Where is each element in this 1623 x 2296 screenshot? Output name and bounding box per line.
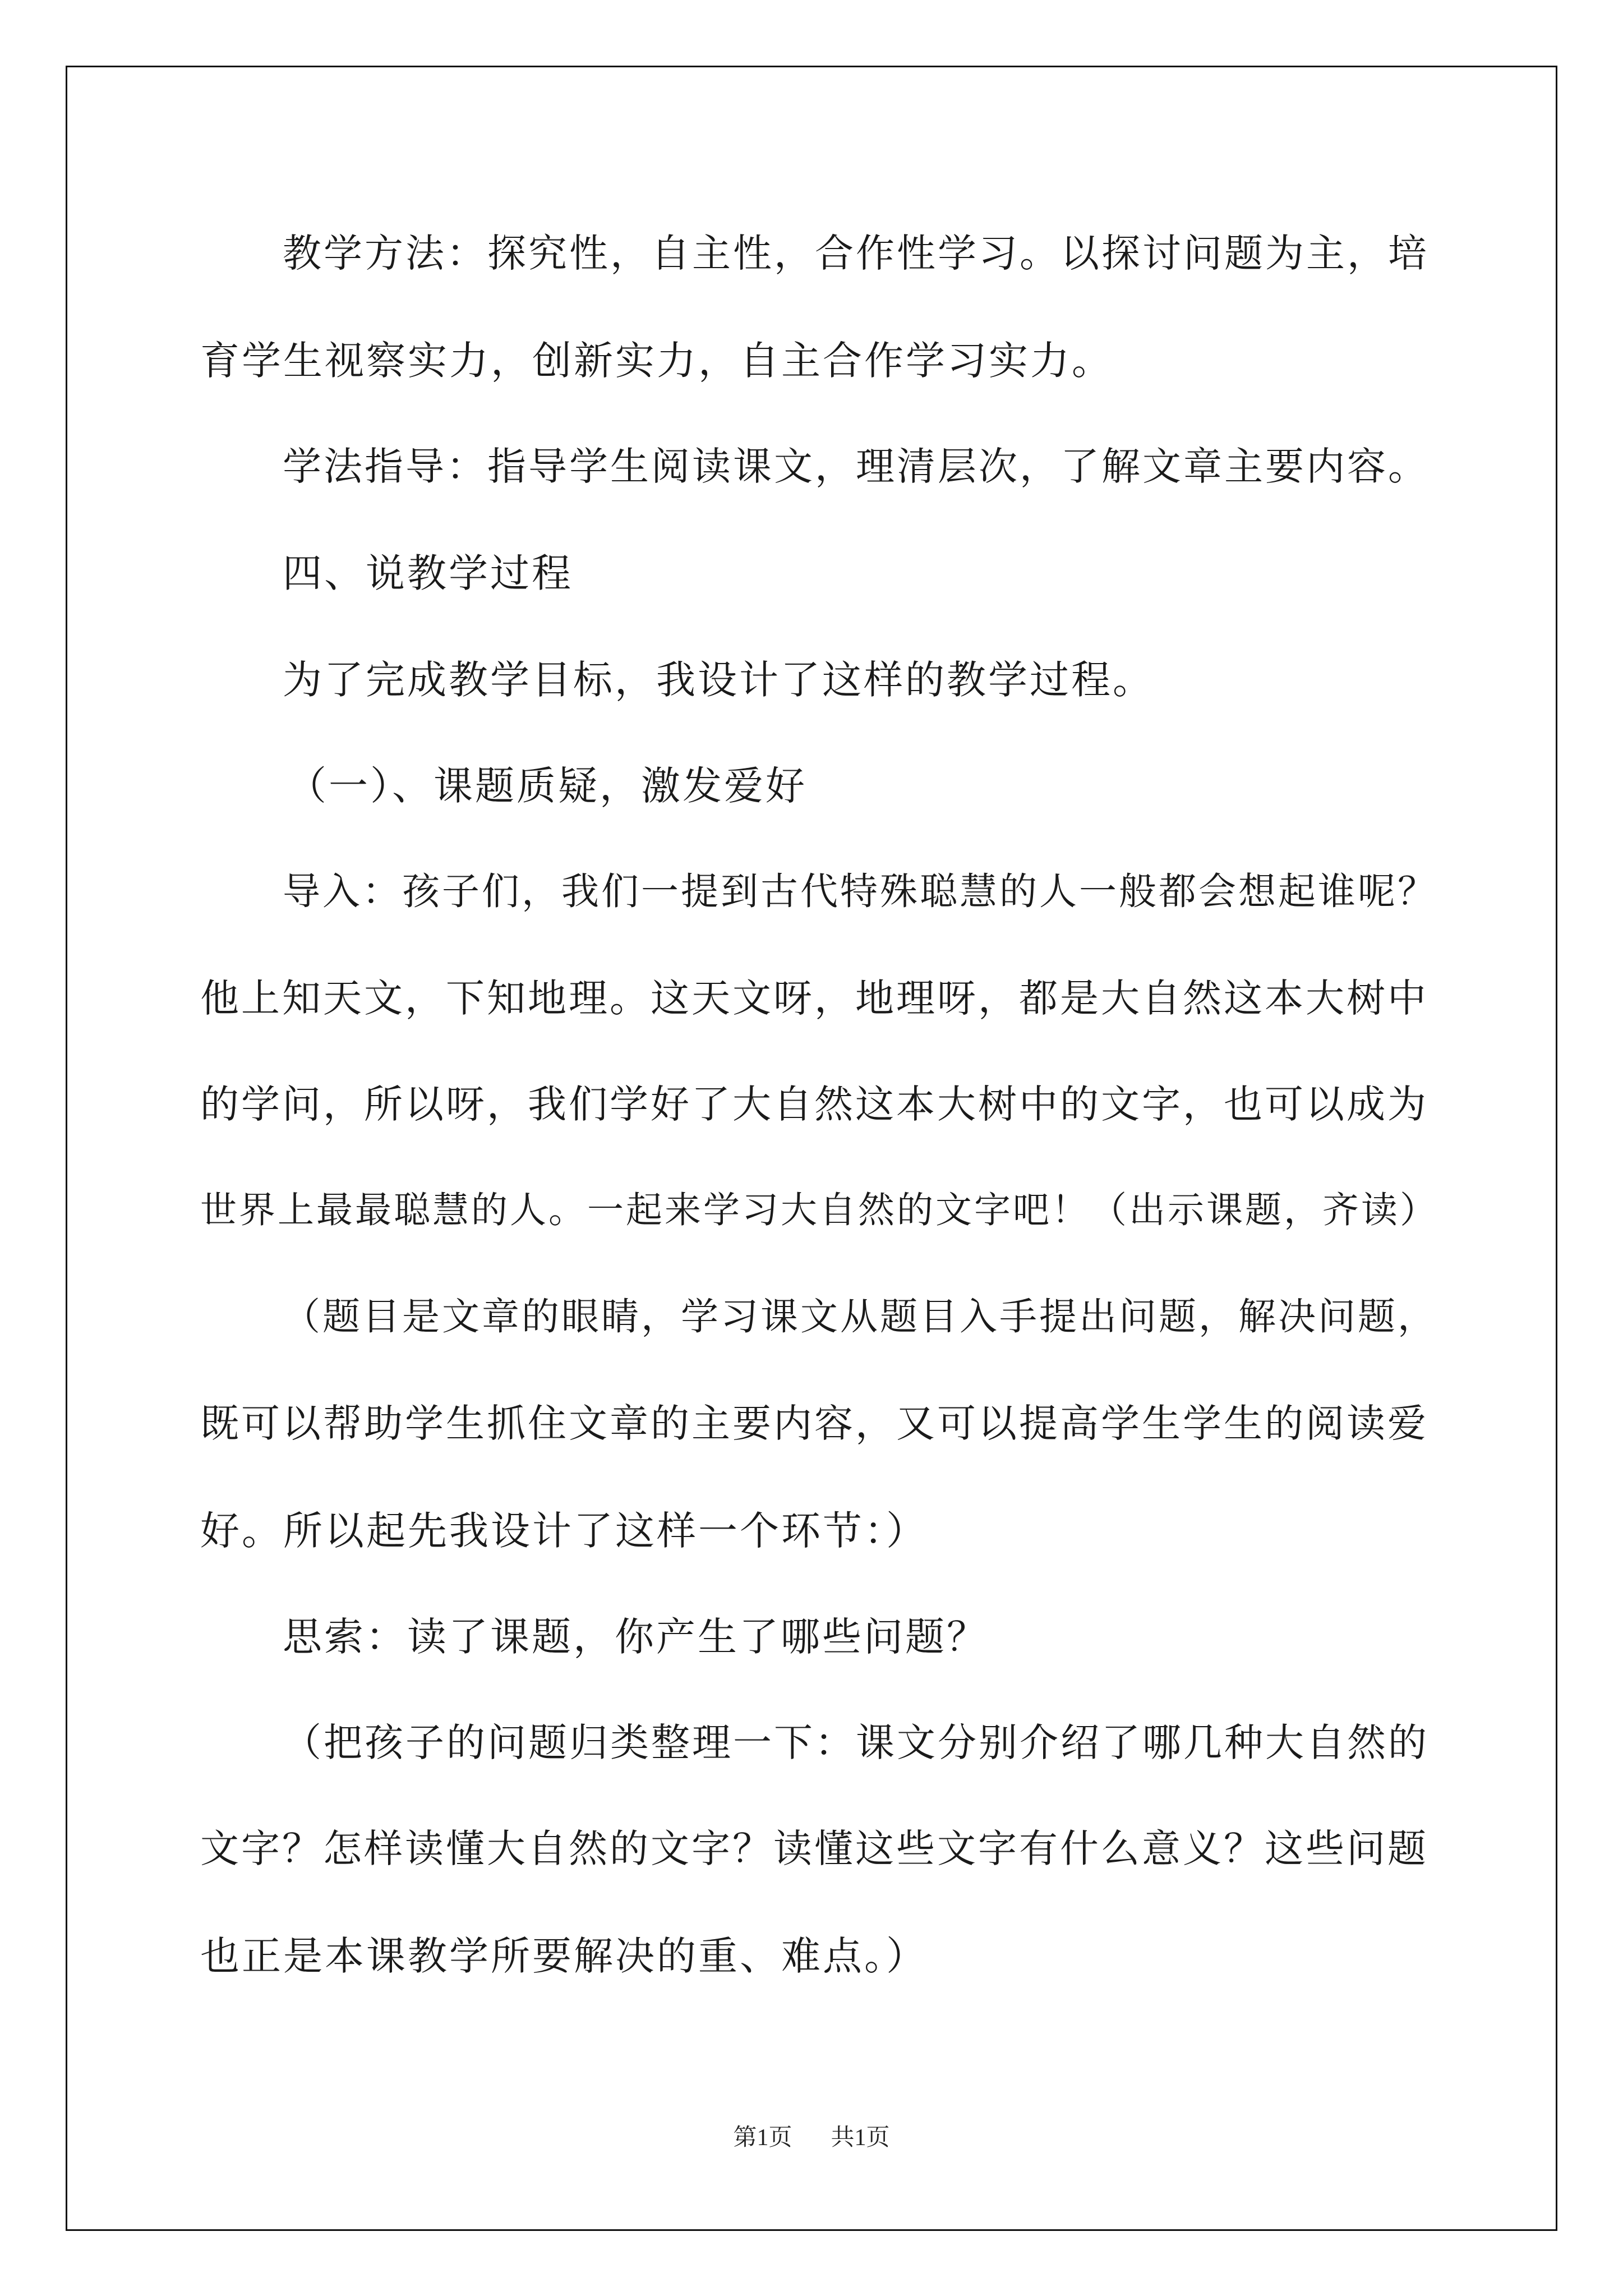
section-heading: 四、说教学过程 bbox=[283, 550, 573, 596]
text-line: （把孩子的问题归类整理一下：课文分别介绍了哪几种大自然的 bbox=[283, 1720, 1429, 1765]
sub-heading: （一）、课题质疑，激发爱好 bbox=[287, 763, 807, 809]
text-line: 既可以帮助学生抓住文章的主要内容，又可以提高学生学生的阅读爱 bbox=[200, 1401, 1428, 1446]
page-footer bbox=[0, 2126, 1623, 2150]
text-line: 他上知天文，下知地理。这天文呀，地理呀，都是大自然这本大树中 bbox=[200, 976, 1428, 1021]
total-pages: 共1页 bbox=[831, 2125, 890, 2151]
text-line: （题目是文章的眼睛，学习课文从题目入手提出问题，解决问题， bbox=[283, 1295, 1437, 1338]
text-line: 教学方法：探究性，自主性，合作性学习。以探讨问题为主，培 bbox=[283, 231, 1429, 276]
text-line: 的学问，所以呀，我们学好了大自然这本大树中的文字，也可以成为 bbox=[200, 1082, 1428, 1127]
text-line: 文字？怎样读懂大自然的文字？读懂这些文字有什么意义？这些问题 bbox=[200, 1826, 1428, 1871]
page-number: 第1页 bbox=[733, 2125, 792, 2151]
text-line: 导入：孩子们，我们一提到古代特殊聪慧的人一般都会想起谁呢？ bbox=[283, 869, 1437, 913]
text-line: 为了完成教学目标，我设计了这样的教学过程。 bbox=[283, 657, 1154, 703]
text-line: 世界上最最聪慧的人。一起来学习大自然的文字吧！（出示课题，齐读） bbox=[200, 1189, 1439, 1231]
text-line: 好。所以起先我设计了这样一个环节：） bbox=[200, 1508, 928, 1554]
text-line: 思索：读了课题，你产生了哪些问题？ bbox=[283, 1614, 988, 1660]
text-line: 育学生视察实力，创新实力，自主合作学习实力。 bbox=[200, 338, 1113, 384]
page-border bbox=[66, 66, 1557, 2231]
text-line: 也正是本课教学所要解决的重、难点。） bbox=[200, 1933, 928, 1979]
text-line: 学法指导：指导学生阅读课文，理清层次，了解文章主要内容。 bbox=[283, 444, 1429, 489]
